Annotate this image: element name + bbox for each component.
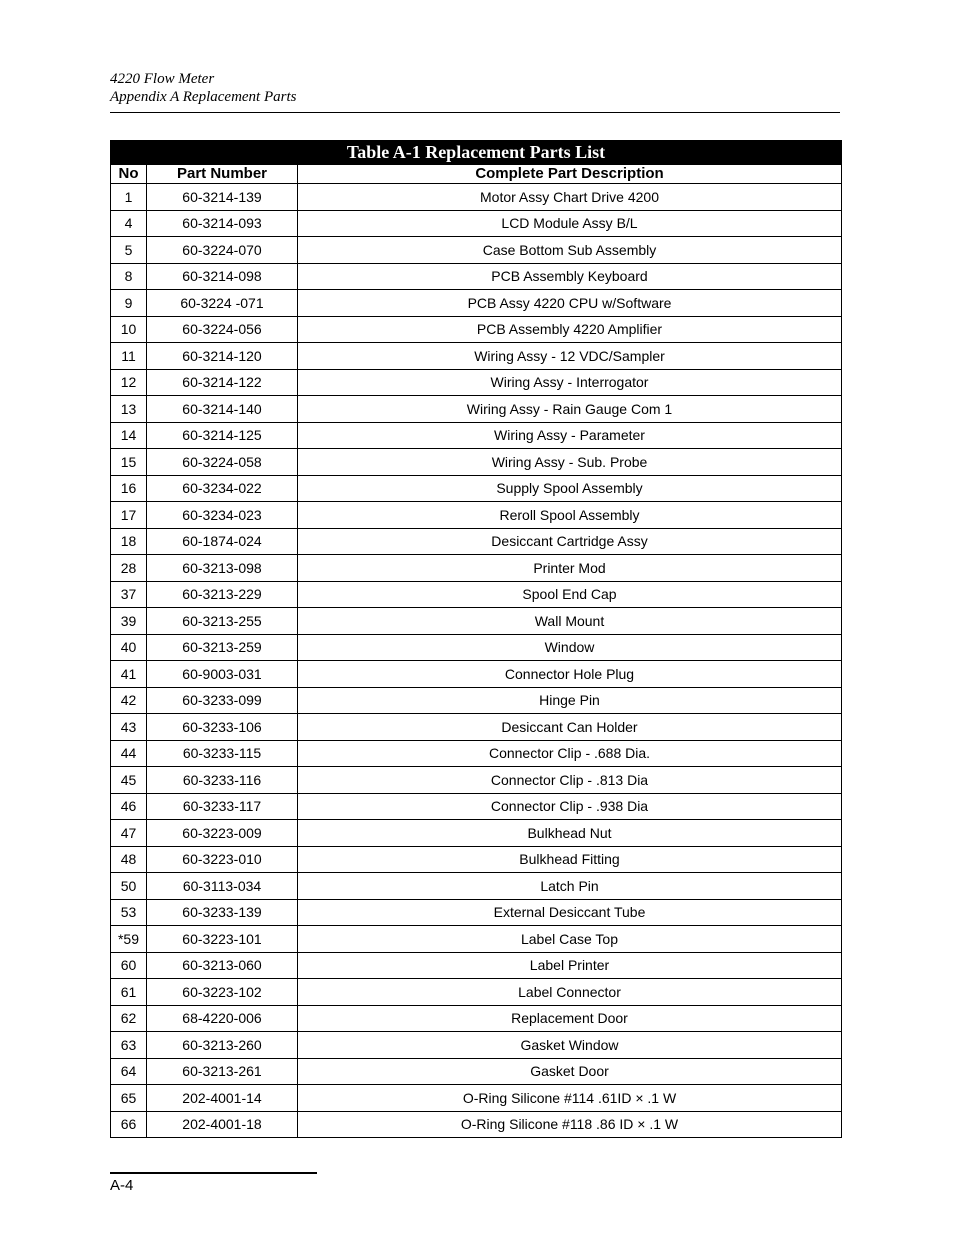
- table-row: [111, 263, 842, 290]
- table-row: [111, 502, 842, 529]
- cell-no: 61: [111, 979, 147, 1006]
- cell-no: 50: [111, 873, 147, 900]
- cell-part-number: 60-3224-070: [147, 237, 298, 264]
- table-row: [111, 475, 842, 502]
- cell-no: 5: [111, 237, 147, 264]
- table-row: [111, 952, 842, 979]
- cell-description: Label Connector: [298, 979, 842, 1006]
- cell-part-number: 60-3214-140: [147, 396, 298, 423]
- cell-no: 12: [111, 369, 147, 396]
- cell-description: O-Ring Silicone #118 .86 ID × .1 W: [298, 1111, 842, 1138]
- table-row: [111, 369, 842, 396]
- cell-part-number: 60-3213-255: [147, 608, 298, 635]
- cell-no: 40: [111, 634, 147, 661]
- cell-description: Printer Mod: [298, 555, 842, 582]
- replacement-parts-table: [110, 140, 842, 1138]
- cell-part-number: 60-3223-010: [147, 846, 298, 873]
- table-row: [111, 1032, 842, 1059]
- cell-part-number: 60-3214-098: [147, 263, 298, 290]
- cell-no: 64: [111, 1058, 147, 1085]
- table-row: [111, 634, 842, 661]
- cell-part-number: 60-3214-139: [147, 184, 298, 211]
- table-row: [111, 846, 842, 873]
- cell-description: Spool End Cap: [298, 581, 842, 608]
- table-row: [111, 1111, 842, 1138]
- table-row: [111, 528, 842, 555]
- cell-no: 44: [111, 740, 147, 767]
- cell-part-number: 60-3233-117: [147, 793, 298, 820]
- cell-part-number: 60-3223-009: [147, 820, 298, 847]
- cell-description: Desiccant Cartridge Assy: [298, 528, 842, 555]
- cell-description: PCB Assembly Keyboard: [298, 263, 842, 290]
- cell-no: *59: [111, 926, 147, 953]
- table-row: [111, 396, 842, 423]
- cell-description: Bulkhead Fitting: [298, 846, 842, 873]
- cell-part-number: 60-3234-023: [147, 502, 298, 529]
- cell-description: Replacement Door: [298, 1005, 842, 1032]
- table-row: [111, 767, 842, 794]
- cell-description: Connector Clip - .813 Dia: [298, 767, 842, 794]
- cell-part-number: 60-9003-031: [147, 661, 298, 688]
- cell-part-number: 60-3223-102: [147, 979, 298, 1006]
- header-doc-title: 4220 Flow Meter: [110, 71, 215, 87]
- column-header-no: No: [111, 165, 147, 184]
- table-row: [111, 316, 842, 343]
- cell-description: Reroll Spool Assembly: [298, 502, 842, 529]
- cell-no: 48: [111, 846, 147, 873]
- table-row: [111, 714, 842, 741]
- cell-part-number: 60-3224-058: [147, 449, 298, 476]
- cell-part-number: 60-3113-034: [147, 873, 298, 900]
- cell-no: 37: [111, 581, 147, 608]
- cell-part-number: 60-3214-093: [147, 210, 298, 237]
- cell-description: Hinge Pin: [298, 687, 842, 714]
- cell-description: PCB Assy 4220 CPU w/Software: [298, 290, 842, 317]
- cell-description: LCD Module Assy B/L: [298, 210, 842, 237]
- cell-part-number: 60-3224 -071: [147, 290, 298, 317]
- cell-no: 66: [111, 1111, 147, 1138]
- cell-part-number: 60-3233-116: [147, 767, 298, 794]
- cell-no: 60: [111, 952, 147, 979]
- footer-rule: [110, 1172, 317, 1174]
- cell-description: Desiccant Can Holder: [298, 714, 842, 741]
- cell-part-number: 60-3234-022: [147, 475, 298, 502]
- table-row: [111, 793, 842, 820]
- cell-no: 47: [111, 820, 147, 847]
- cell-part-number: 60-3233-106: [147, 714, 298, 741]
- cell-no: 8: [111, 263, 147, 290]
- cell-part-number: 60-3213-229: [147, 581, 298, 608]
- cell-description: Wiring Assy - Sub. Probe: [298, 449, 842, 476]
- cell-no: 45: [111, 767, 147, 794]
- cell-no: 17: [111, 502, 147, 529]
- table-row: [111, 873, 842, 900]
- cell-no: 43: [111, 714, 147, 741]
- table-row: [111, 210, 842, 237]
- cell-part-number: 60-3233-115: [147, 740, 298, 767]
- table-row: [111, 343, 842, 370]
- cell-no: 62: [111, 1005, 147, 1032]
- cell-no: 65: [111, 1085, 147, 1112]
- cell-description: PCB Assembly 4220 Amplifier: [298, 316, 842, 343]
- cell-description: Window: [298, 634, 842, 661]
- cell-description: Bulkhead Nut: [298, 820, 842, 847]
- table-row: [111, 979, 842, 1006]
- table-row: [111, 899, 842, 926]
- cell-no: 10: [111, 316, 147, 343]
- cell-no: 11: [111, 343, 147, 370]
- cell-description: Supply Spool Assembly: [298, 475, 842, 502]
- table-row: [111, 184, 842, 211]
- cell-description: Connector Clip - .938 Dia: [298, 793, 842, 820]
- cell-part-number: 60-3224-056: [147, 316, 298, 343]
- table-row: [111, 1085, 842, 1112]
- table-row: [111, 687, 842, 714]
- cell-part-number: 60-3214-122: [147, 369, 298, 396]
- cell-description: Wiring Assy - Rain Gauge Com 1: [298, 396, 842, 423]
- table-row: [111, 820, 842, 847]
- cell-description: Connector Hole Plug: [298, 661, 842, 688]
- cell-description: Wiring Assy - Parameter: [298, 422, 842, 449]
- cell-part-number: 60-3214-125: [147, 422, 298, 449]
- table-row: [111, 661, 842, 688]
- cell-no: 53: [111, 899, 147, 926]
- cell-part-number: 60-3223-101: [147, 926, 298, 953]
- cell-no: 15: [111, 449, 147, 476]
- cell-description: External Desiccant Tube: [298, 899, 842, 926]
- table-row: [111, 926, 842, 953]
- table-row: [111, 422, 842, 449]
- cell-no: 4: [111, 210, 147, 237]
- table-row: [111, 608, 842, 635]
- cell-no: 28: [111, 555, 147, 582]
- table-row: [111, 555, 842, 582]
- cell-no: 46: [111, 793, 147, 820]
- table-row: [111, 237, 842, 264]
- cell-no: 16: [111, 475, 147, 502]
- cell-part-number: 202-4001-14: [147, 1085, 298, 1112]
- cell-part-number: 60-3213-060: [147, 952, 298, 979]
- cell-description: Motor Assy Chart Drive 4200: [298, 184, 842, 211]
- page-number: A-4: [110, 1177, 134, 1194]
- header-rule: [110, 112, 840, 113]
- cell-description: Wiring Assy - 12 VDC/Sampler: [298, 343, 842, 370]
- cell-no: 41: [111, 661, 147, 688]
- cell-part-number: 60-1874-024: [147, 528, 298, 555]
- cell-description: Label Case Top: [298, 926, 842, 953]
- cell-part-number: 60-3233-139: [147, 899, 298, 926]
- cell-part-number: 60-3213-260: [147, 1032, 298, 1059]
- cell-no: 63: [111, 1032, 147, 1059]
- cell-no: 39: [111, 608, 147, 635]
- cell-description: Label Printer: [298, 952, 842, 979]
- table-row: [111, 290, 842, 317]
- cell-description: Wall Mount: [298, 608, 842, 635]
- cell-part-number: 60-3213-261: [147, 1058, 298, 1085]
- table-title: Table A-1 Replacement Parts List: [111, 141, 842, 165]
- cell-part-number: 60-3214-120: [147, 343, 298, 370]
- table-row: [111, 449, 842, 476]
- cell-description: Wiring Assy - Interrogator: [298, 369, 842, 396]
- cell-part-number: 60-3213-259: [147, 634, 298, 661]
- cell-no: 14: [111, 422, 147, 449]
- cell-description: Connector Clip - .688 Dia.: [298, 740, 842, 767]
- column-header-part-number: Part Number: [147, 165, 298, 184]
- cell-part-number: 68-4220-006: [147, 1005, 298, 1032]
- cell-no: 18: [111, 528, 147, 555]
- cell-part-number: 60-3213-098: [147, 555, 298, 582]
- table-body: [111, 184, 842, 1138]
- cell-part-number: 202-4001-18: [147, 1111, 298, 1138]
- cell-no: 1: [111, 184, 147, 211]
- cell-description: O-Ring Silicone #114 .61ID × .1 W: [298, 1085, 842, 1112]
- cell-no: 13: [111, 396, 147, 423]
- cell-no: 9: [111, 290, 147, 317]
- column-header-description: Complete Part Description: [298, 165, 842, 184]
- cell-description: Gasket Door: [298, 1058, 842, 1085]
- cell-part-number: 60-3233-099: [147, 687, 298, 714]
- header-section-title: Appendix A Replacement Parts: [110, 89, 297, 105]
- table-row: [111, 1058, 842, 1085]
- cell-description: Case Bottom Sub Assembly: [298, 237, 842, 264]
- cell-no: 42: [111, 687, 147, 714]
- table-row: [111, 581, 842, 608]
- table-row: [111, 740, 842, 767]
- cell-description: Latch Pin: [298, 873, 842, 900]
- cell-description: Gasket Window: [298, 1032, 842, 1059]
- running-header: [110, 70, 296, 106]
- table-row: [111, 1005, 842, 1032]
